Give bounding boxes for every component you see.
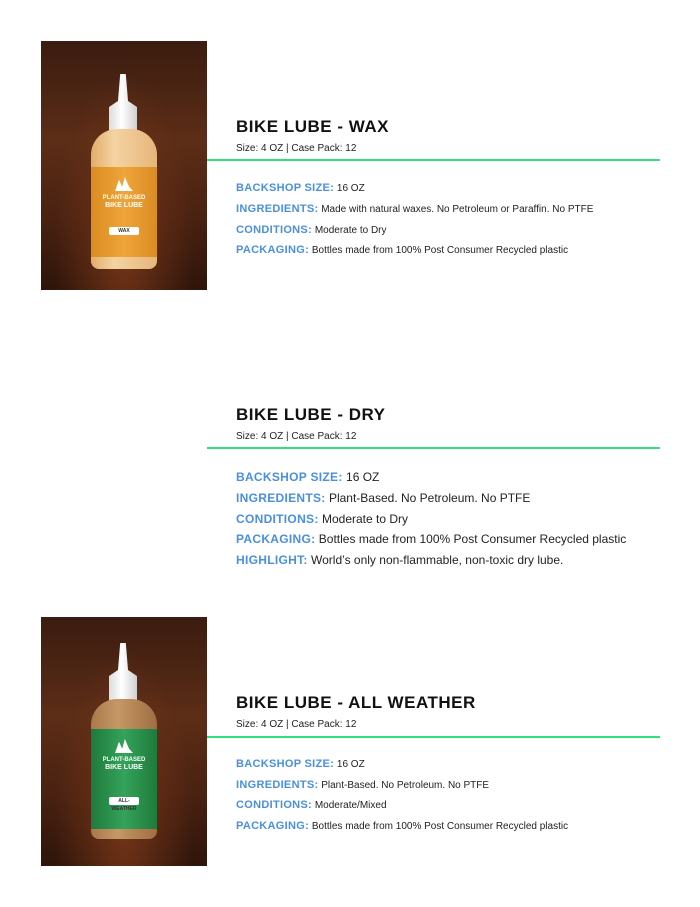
bottle-icon bbox=[91, 699, 157, 839]
spec-row bbox=[236, 532, 626, 546]
bottle-label bbox=[91, 729, 157, 829]
product-subtitle: Size: 4 OZ | Case Pack: 12 bbox=[236, 431, 357, 442]
bottle-icon bbox=[91, 129, 157, 269]
spec-row bbox=[236, 820, 568, 832]
spec-row bbox=[236, 758, 365, 770]
spec-key: CONDITIONS: bbox=[236, 224, 313, 236]
divider-line bbox=[207, 159, 660, 161]
bottle-label bbox=[91, 167, 157, 257]
spec-key: CONDITIONS: bbox=[236, 512, 319, 526]
divider-line bbox=[207, 447, 660, 449]
bottle-badge: WAX bbox=[109, 227, 139, 235]
mountain-logo-icon bbox=[115, 739, 133, 753]
spec-row bbox=[236, 779, 489, 791]
spec-value: 16 OZ bbox=[336, 759, 365, 770]
product-title: BIKE LUBE - DRY bbox=[236, 405, 386, 424]
product-title: BIKE LUBE - WAX bbox=[236, 117, 389, 136]
spec-key: PACKAGING: bbox=[236, 532, 316, 546]
product-title: BIKE LUBE - ALL WEATHER bbox=[236, 693, 476, 712]
spec-row bbox=[236, 244, 568, 256]
divider-line bbox=[207, 736, 660, 738]
spec-value: Bottles made from 100% Post Consumer Recycled plastic bbox=[318, 532, 627, 546]
spec-key: BACKSHOP SIZE: bbox=[236, 182, 335, 194]
spec-key: BACKSHOP SIZE: bbox=[236, 758, 335, 770]
spec-value: Bottles made from 100% Post Consumer Recycled plastic bbox=[311, 245, 569, 256]
spec-value: Made with natural waxes. No Petroleum or Paraffin. No PTFE bbox=[321, 204, 594, 215]
spec-row bbox=[236, 470, 379, 484]
mountain-logo-icon bbox=[115, 177, 133, 191]
spec-key: PACKAGING: bbox=[236, 244, 310, 256]
spec-key: PACKAGING: bbox=[236, 820, 310, 832]
spec-key: INGREDIENTS: bbox=[236, 491, 326, 505]
bottle-label-line2: BIKE LUBE bbox=[105, 202, 143, 209]
spec-key: INGREDIENTS: bbox=[236, 779, 319, 791]
bottle-label-line1: PLANT-BASED bbox=[102, 757, 146, 763]
spec-row bbox=[236, 512, 408, 526]
spec-row bbox=[236, 203, 593, 215]
spec-row bbox=[236, 182, 365, 194]
spec-key: BACKSHOP SIZE: bbox=[236, 470, 343, 484]
product-photo-all-weather bbox=[41, 617, 207, 866]
bottle-cap-icon bbox=[109, 643, 137, 703]
spec-value: 16 OZ bbox=[346, 470, 380, 484]
spec-value: World’s only non-flammable, non-toxic dry lube. bbox=[311, 553, 564, 567]
product-subtitle: Size: 4 OZ | Case Pack: 12 bbox=[236, 143, 357, 154]
spec-value: Moderate to Dry bbox=[314, 225, 387, 236]
spec-value: Bottles made from 100% Post Consumer Recycled plastic bbox=[311, 821, 569, 832]
bottle-label-line2: BIKE LUBE bbox=[105, 764, 143, 771]
spec-row bbox=[236, 491, 530, 505]
spec-row bbox=[236, 553, 563, 567]
product-subtitle: Size: 4 OZ | Case Pack: 12 bbox=[236, 719, 357, 730]
bottle-badge: ALL-WEATHER bbox=[109, 797, 139, 805]
spec-value: Plant-Based. No Petroleum. No PTFE bbox=[321, 780, 490, 791]
bottle-cap-icon bbox=[109, 74, 137, 134]
spec-row bbox=[236, 799, 387, 811]
spec-key: CONDITIONS: bbox=[236, 799, 313, 811]
spec-value: Moderate to Dry bbox=[321, 512, 409, 526]
spec-value: Moderate/Mixed bbox=[314, 800, 387, 811]
bottle-label-line1: PLANT-BASED bbox=[102, 195, 146, 201]
spec-value: Plant-Based. No Petroleum. No PTFE bbox=[328, 491, 531, 505]
spec-key: INGREDIENTS: bbox=[236, 203, 319, 215]
product-photo-wax bbox=[41, 41, 207, 290]
spec-value: 16 OZ bbox=[336, 183, 365, 194]
spec-row bbox=[236, 224, 387, 236]
spec-key: HIGHLIGHT: bbox=[236, 553, 308, 567]
